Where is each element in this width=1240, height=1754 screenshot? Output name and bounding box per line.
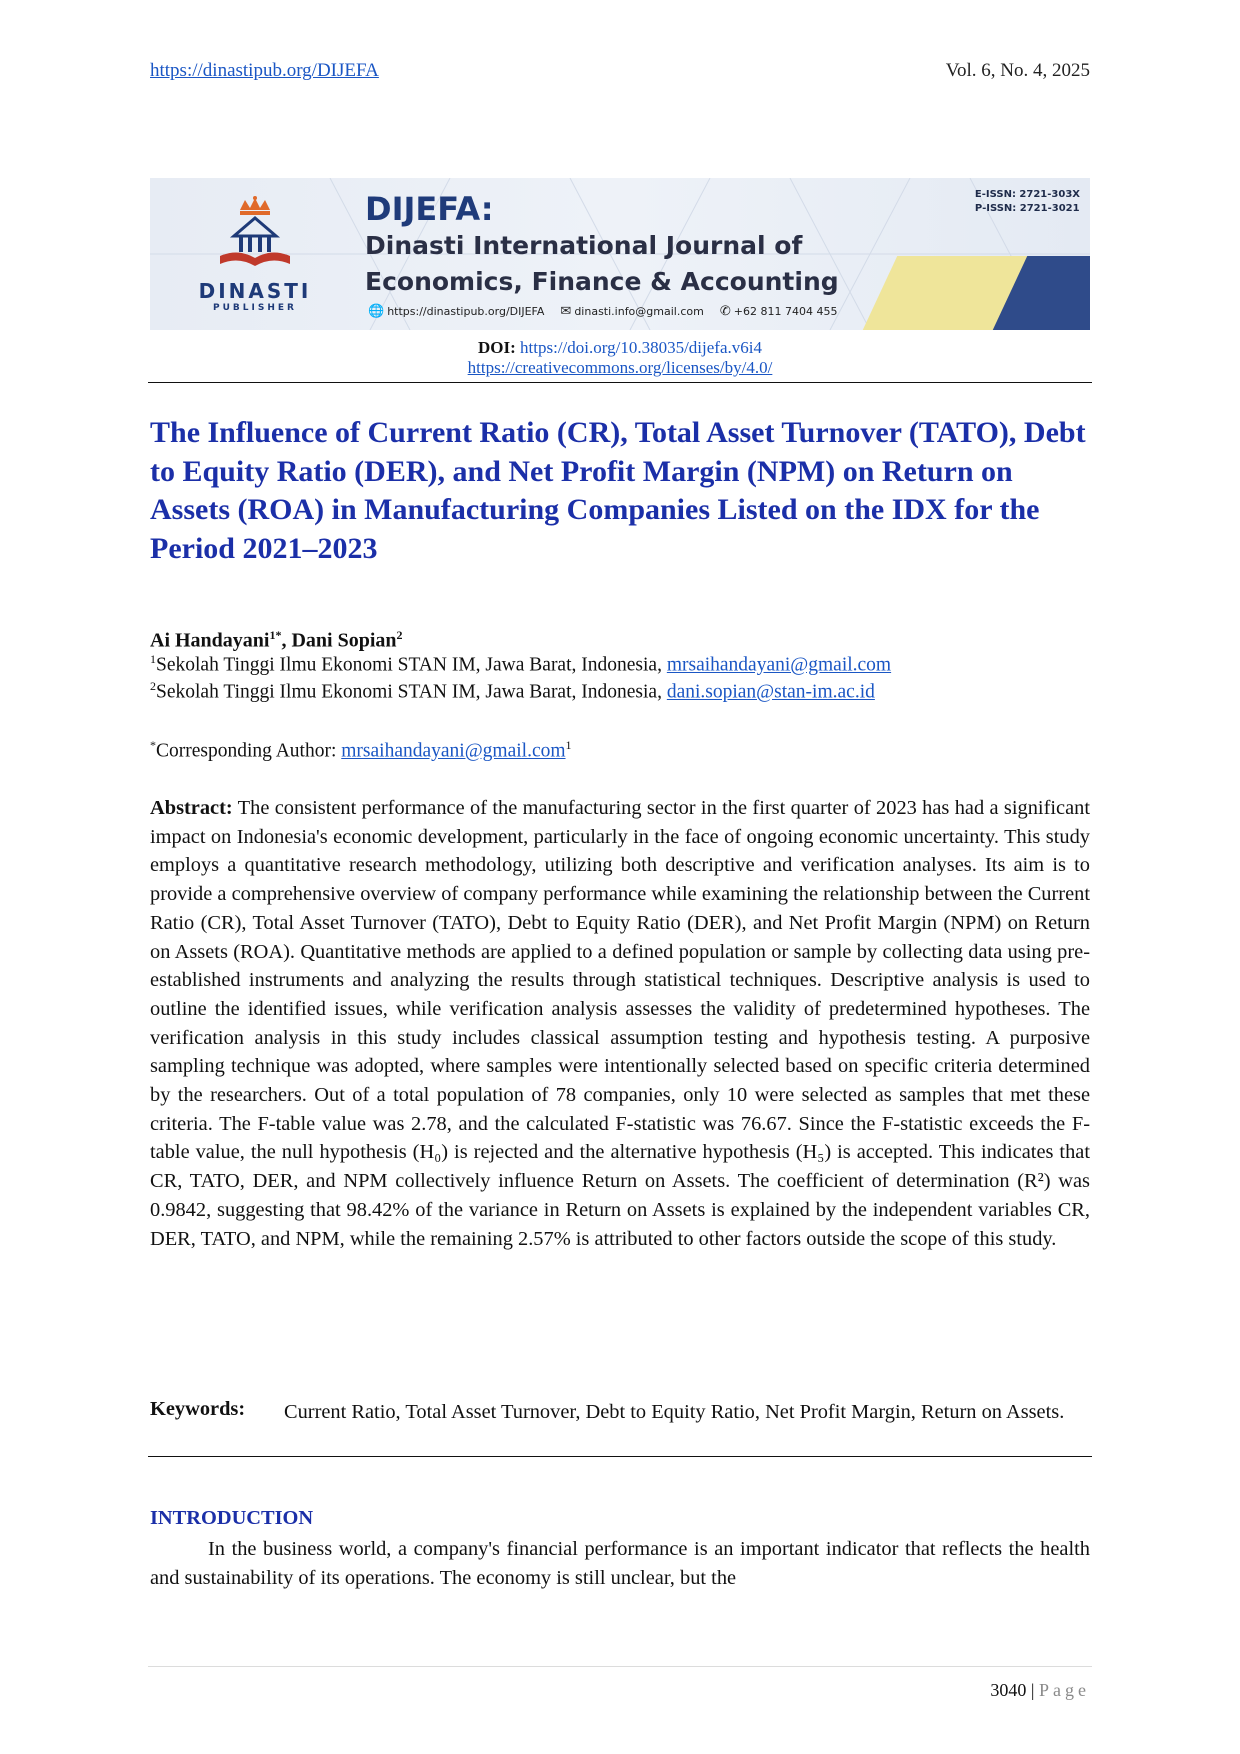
- crown-book-logo: [210, 196, 300, 272]
- affiliation-1-text: Sekolah Tinggi Ilmu Ekonomi STAN IM, Jawa Barat, Indonesia,: [156, 654, 667, 676]
- keywords-text: Current Ratio, Total Asset Turnover, Debt to Equity Ratio, Net Profit Margin, Return on Assets.: [284, 1401, 1065, 1423]
- journal-name-line2: Economics, Finance & Accounting: [365, 267, 839, 296]
- corresponding-author: [150, 738, 572, 763]
- volume-label: Vol. 6, No. 4, 2025: [945, 60, 1090, 81]
- page-separator: |: [1026, 1680, 1039, 1700]
- author-1-sup: 1*: [269, 628, 282, 642]
- dinasti-logo: [190, 196, 320, 321]
- author-1: Ai Handayani: [150, 629, 270, 652]
- paper-title: The Influence of Current Ratio (CR), Total Asset Turnover (TATO), Debt to Equity Ratio (DER), and Net Profit Margin (NPM) on Return on Assets (ROA) in Manufacturing Companies Listed on the IDX for the Period 2021–2023: [150, 416, 1086, 565]
- journal-name-line1: Dinasti International Journal of: [365, 231, 803, 260]
- contact-web-text: https://dinastipub.org/DIJEFA: [387, 305, 545, 318]
- logo-subtitle: PUBLISHER: [213, 303, 297, 313]
- contact-phone-text: +62 811 7404 455: [733, 305, 838, 318]
- keywords-divider: [148, 1456, 1092, 1457]
- footer-divider: [148, 1666, 1092, 1667]
- author-2: Dani Sopian: [291, 629, 397, 652]
- mail-icon: ✉: [560, 304, 572, 319]
- globe-icon: 🌐: [368, 304, 385, 319]
- affiliation-2-text: Sekolah Tinggi Ilmu Ekonomi STAN IM, Jawa Barat, Indonesia,: [156, 681, 667, 703]
- license-link[interactable]: https://creativecommons.org/licenses/by/4.0/: [467, 358, 773, 377]
- page-footer: [990, 1680, 1090, 1701]
- page-number: 3040: [990, 1680, 1027, 1700]
- abstract-label: Abstract:: [150, 797, 233, 819]
- header-divider: [148, 382, 1092, 383]
- journal-brand: [365, 190, 839, 300]
- introduction-text: In the business world, a company's financial performance is an important indicator that reflects the health and sustainability of its operations. The economy is still unclear, but the: [150, 1538, 1090, 1589]
- affiliation-2-email[interactable]: dani.sopian@stan-im.ac.id: [666, 681, 875, 703]
- keywords-label: Keywords:: [150, 1398, 246, 1420]
- author-separator: ,: [281, 629, 292, 652]
- contact-web: [368, 304, 544, 319]
- author-2-sup: 2: [396, 628, 403, 642]
- eissn: E-ISSN: 2721-303X: [974, 189, 1080, 200]
- affiliation-2-sup: 2: [150, 679, 156, 693]
- page-word: Page: [1039, 1680, 1090, 1700]
- pissn: P-ISSN: 2721-3021: [974, 203, 1080, 214]
- journal-banner: [150, 178, 1090, 330]
- affiliation-1-sup: 1: [150, 652, 156, 666]
- doi-block: [150, 338, 1090, 378]
- doi-link[interactable]: https://doi.org/10.38035/dijefa.v6i4: [520, 338, 762, 357]
- section-heading-introduction: INTRODUCTION: [150, 1507, 314, 1529]
- issn-block: [975, 188, 1080, 216]
- phone-icon: ✆: [719, 304, 731, 319]
- journal-url-link[interactable]: https://dinastipub.org/DIJEFA: [150, 60, 379, 81]
- journal-acronym: DIJEFA:: [365, 190, 494, 228]
- abstract-text: The consistent performance of the manufacturing sector in the first quarter of 2023 has had a significant impact on Indonesia's economic development, particularly in the face of ongoing economic uncertainty. This study employs a quantitative research methodology, utilizing both descriptive and verification analyses. Its aim is to provide a comprehensive overview of company performance while examining the relationship between the Current Ratio (CR), Total Asset Turnover (TATO), Debt to Equity Ratio (DER), and Net Profit Margin (NPM) on Return on Assets (ROA). Quantitative methods are applied to a defined population or sample by collecting data using pre-established instruments and analyzing the results through statistical techniques. Descriptive analysis is used to outline the identified issues, while verification analysis assesses the validity of predetermined hypotheses. The verification analysis in this study includes classical assumption testing and hypothesis testing. A purposive sampling technique was adopted, where samples were intentionally selected based on specific criteria determined by the researchers. Out of a total population of 78 companies, only 10 were selected as samples that met these criteria. The F-table value was 2.78, and the calculated F-statistic was 76.67. Since the F-statistic exceeds the F-table value, the null hypothesis (H₀) is rejected and the alternative hypothesis (H₅) is accepted. This indicates that CR, TATO, DER, and NPM collectively influence Return on Assets. The coefficient of determination (R²) was 0.9842, suggesting that 98.42% of the variance in Return on Assets is explained by the independent variables CR, DER, TATO, and NPM, while the remaining 2.57% is attributed to other factors outside the scope of this study.: [150, 797, 1091, 1250]
- corresponding-label: Corresponding Author:: [156, 740, 342, 762]
- abstract: [150, 794, 1090, 1253]
- author-list: [150, 628, 403, 653]
- corresponding-email[interactable]: mrsaihandayani@gmail.com: [341, 740, 566, 762]
- contact-phone: [720, 304, 838, 319]
- logo-wordmark: DINASTI: [198, 279, 312, 303]
- banner-contacts: [368, 304, 837, 319]
- doi-label: DOI:: [478, 338, 516, 357]
- corresponding-sup: *: [150, 738, 156, 752]
- corresponding-email-sup: 1: [565, 738, 572, 752]
- affiliation-1: [150, 652, 891, 677]
- affiliation-2: [150, 679, 875, 704]
- contact-email: [560, 304, 703, 319]
- contact-email-text: dinasti.info@gmail.com: [574, 305, 704, 318]
- affiliation-1-email[interactable]: mrsaihandayani@gmail.com: [666, 654, 892, 676]
